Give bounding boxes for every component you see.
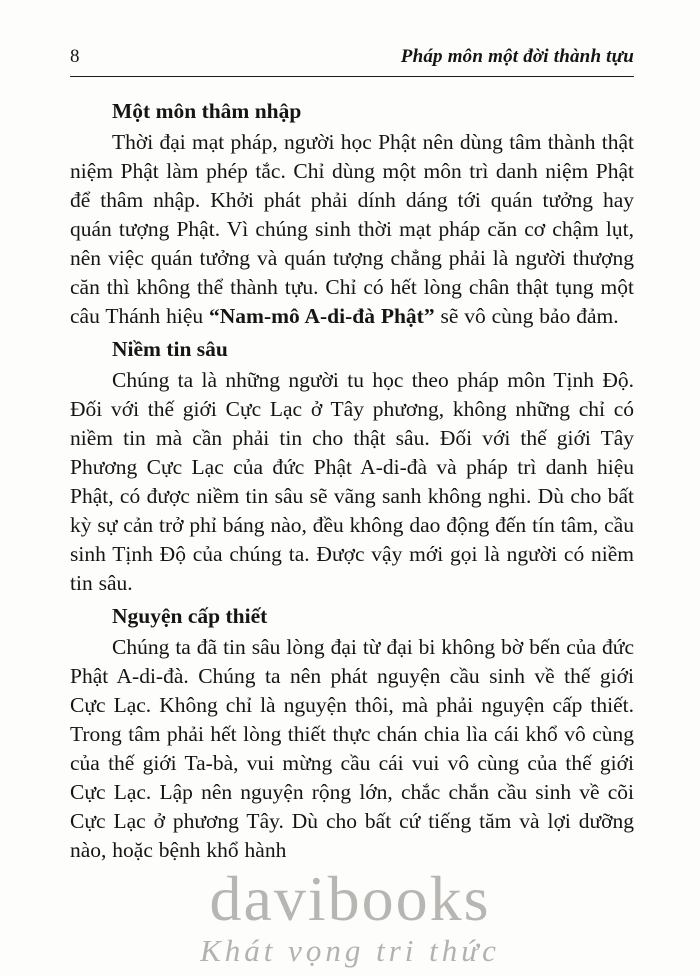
section-heading-niem-tin-sau: Niềm tin sâu bbox=[112, 337, 228, 361]
paragraph bbox=[70, 633, 634, 865]
paragraph-text: Chúng ta là những người tu học theo pháp môn Tịnh Độ. Đối với thế giới Cực Lạc ở Tây phương, không những chỉ có niềm tin mà cần phải tin cho thật sâu. Đối với thế giới Tây Phương Cực Lạc của đức Phật A-di-đà và pháp trì danh hiệu Phật, có được niềm tin sâu sẽ vãng sanh không nghi. Dù cho bất kỳ sự cản trở phỉ báng nào, đều không dao động đến tín tâm, cầu sinh Tịnh Độ của chúng ta. Được vậy mới gọi là người có niềm tin sâu. bbox=[70, 368, 634, 595]
running-title: Pháp môn một đời thành tựu bbox=[400, 46, 634, 67]
watermark-slogan: Khát vọng tri thức bbox=[200, 933, 500, 968]
paragraph bbox=[70, 366, 634, 598]
watermark-logo-text: davibooks bbox=[209, 863, 491, 934]
page-number: 8 bbox=[70, 46, 80, 67]
section-heading-mot-mon-tham-nhap: Một môn thâm nhập bbox=[112, 99, 302, 123]
paragraph-text: sẽ vô cùng bảo đảm. bbox=[434, 304, 619, 328]
section-heading-nguyen-cap-thiet: Nguyện cấp thiết bbox=[112, 604, 268, 628]
watermark bbox=[0, 863, 700, 969]
paragraph bbox=[70, 128, 634, 331]
page-header bbox=[70, 46, 634, 77]
page-body bbox=[70, 97, 634, 865]
paragraph-text: Chúng ta đã tin sâu lòng đại từ đại bi không bờ bến của đức Phật A-di-đà. Chúng ta nên phát nguyện cầu sinh về thế giới Cực Lạc. Không chỉ là nguyện thôi, mà phải nguyện cấp thiết. Trong tâm phải hết lòng thiết thực chán chia lìa cái khổ vô cùng của thế giới Ta-bà, vui mừng cầu cái vui vô cùng của thế giới Cực Lạc. Lập nên nguyện rộng lớn, chắc chắn cầu sinh về cõi Cực Lạc ở phương Tây. Dù cho bất cứ tiếng tăm và lợi dưỡng nào, hoặc bệnh khổ hành bbox=[70, 635, 634, 862]
paragraph-bold-text: “Nam-mô A-di-đà Phật” bbox=[209, 304, 435, 328]
paragraph-text: Thời đại mạt pháp, người học Phật nên dùng tâm thành thật niệm Phật làm phép tắc. Chỉ dùng một môn trì danh niệm Phật để thâm nhập. Khởi phát phải dính dáng tới quán tưởng hay quán tượng Phật. Vì chúng sinh thời mạt pháp căn cơ chậm lụt, nên việc quán tưởng và quán tượng chẳng phải là người thượng căn thì không thể thành tựu. Chỉ có hết lòng chân thật tụng một câu Thánh hiệu bbox=[70, 130, 634, 328]
